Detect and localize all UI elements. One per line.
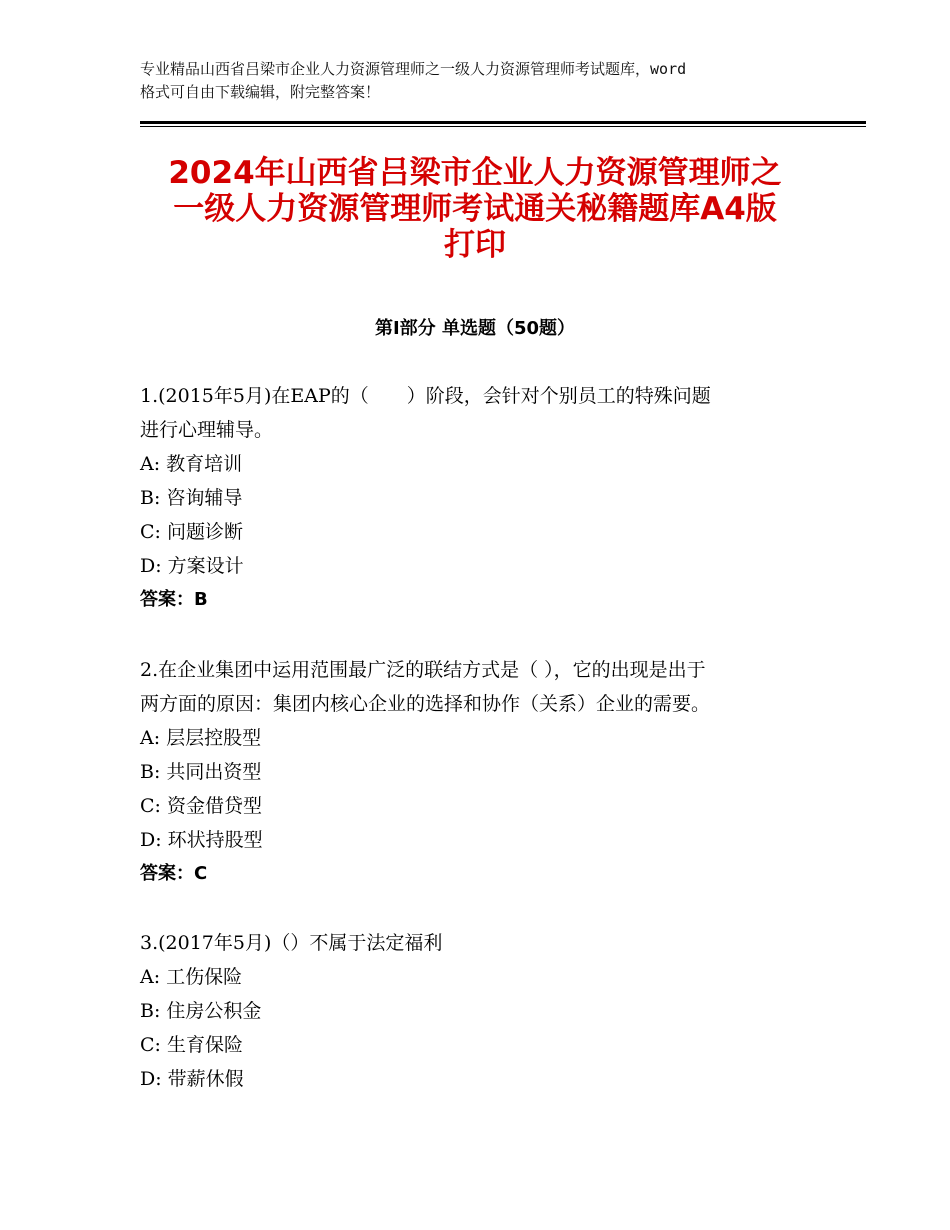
question-stem: 2.在企业集团中运用范围最广泛的联结方式是（ ），它的出现是出于 — [140, 659, 706, 681]
question-stem: 两方面的原因：集团内核心企业的选择和协作（关系）企业的需要。 — [140, 693, 711, 715]
option-c: C: 生育保险 — [140, 1034, 243, 1056]
header-divider-thick — [140, 121, 866, 124]
answer: 答案：B — [140, 589, 208, 610]
header-note-line: 格式可自由下载编辑，附完整答案！ — [140, 83, 381, 101]
option-a: A: 教育培训 — [140, 453, 243, 475]
title-line: 打印 — [444, 227, 506, 263]
option-d: D: 带薪休假 — [140, 1068, 244, 1090]
option-a: A: 层层控股型 — [140, 727, 262, 749]
document-title — [130, 155, 820, 263]
option-b: B: 咨询辅导 — [140, 487, 243, 509]
option-c: C: 资金借贷型 — [140, 795, 262, 817]
title-line: 2024年山西省吕梁市企业人力资源管理师之 — [168, 155, 782, 191]
option-b: B: 住房公积金 — [140, 1000, 262, 1022]
option-d: D: 环状持股型 — [140, 829, 263, 851]
section-heading: 第Ⅰ部分 单选题（50题） — [374, 318, 575, 339]
header-note-line: 专业精品山西省吕梁市企业人力资源管理师之一级人力资源管理师考试题库，word — [140, 60, 687, 78]
question-1 — [140, 379, 830, 617]
question-stem: 进行心理辅导。 — [140, 419, 274, 441]
question-3 — [140, 926, 830, 1096]
title-line: 一级人力资源管理师考试通关秘籍题库A4版 — [173, 191, 777, 227]
question-stem: 3.(2017年5月)（）不属于法定福利 — [140, 932, 443, 954]
question-stem: 1.(2015年5月)在EAP的（ ）阶段，会针对个别员工的特殊问题 — [140, 385, 711, 407]
option-b: B: 共同出资型 — [140, 761, 262, 783]
question-2 — [140, 653, 830, 891]
answer: 答案：C — [140, 863, 208, 884]
header-divider-thin — [140, 126, 866, 127]
option-d: D: 方案设计 — [140, 555, 244, 577]
header-note — [140, 58, 830, 104]
option-c: C: 问题诊断 — [140, 521, 243, 543]
option-a: A: 工伤保险 — [140, 966, 243, 988]
